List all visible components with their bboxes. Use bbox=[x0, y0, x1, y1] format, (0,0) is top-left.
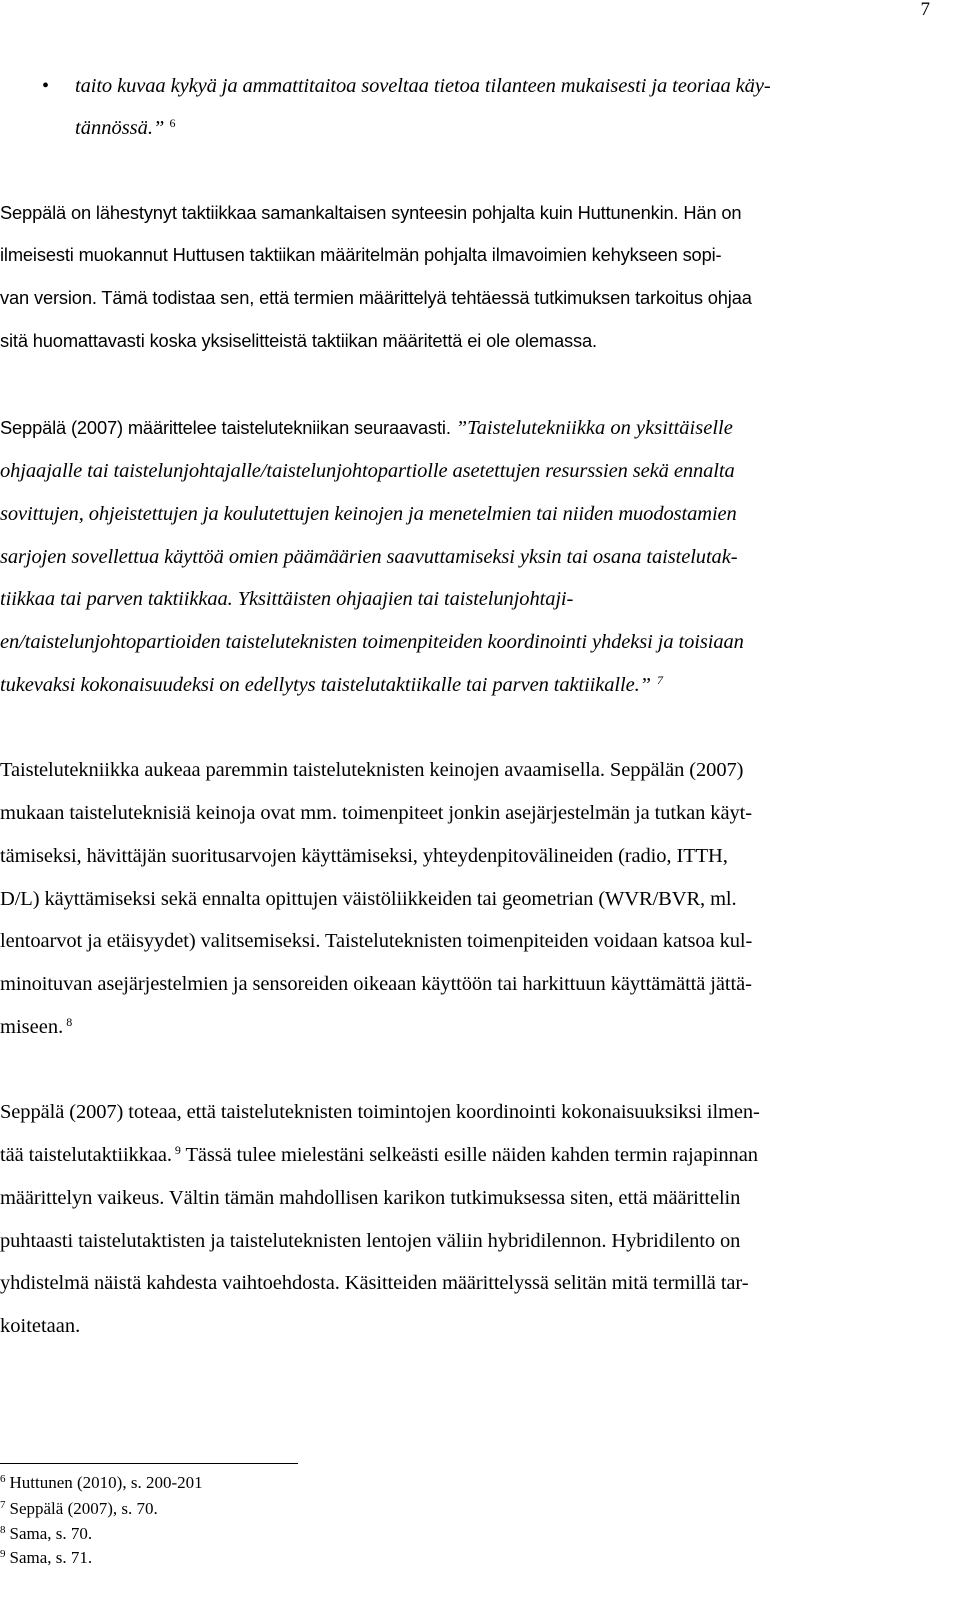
footnote-9-text: Sama, s. 71. bbox=[9, 1548, 93, 1567]
paragraph-2-intro: Seppälä (2007) määrittelee taistelutekniikan seuraavasti. bbox=[0, 417, 456, 438]
footnote-6 bbox=[0, 1474, 203, 1491]
footnote-6-num: 6 bbox=[0, 1473, 6, 1485]
footnote-8-text: Sama, s. 70. bbox=[9, 1524, 93, 1543]
bullet-line-1: taito kuvaa kykyä ja ammattitaitoa soveltaa tietoa tilanteen mukaisesti ja teoriaa käy- bbox=[75, 75, 771, 97]
footnote-7-text: Seppälä (2007), s. 70. bbox=[9, 1499, 158, 1518]
paragraph-2-line-7 bbox=[0, 675, 663, 696]
footnote-ref-7: 7 bbox=[656, 673, 663, 687]
footnote-9 bbox=[0, 1549, 92, 1566]
footnote-7-num: 7 bbox=[0, 1499, 6, 1511]
paragraph-1-line-1: Seppälä on lähestynyt taktiikkaa samankaltaisen synteesin pohjalta kuin Huttunenkin. Hän on bbox=[0, 202, 742, 223]
footnote-separator bbox=[0, 1463, 298, 1464]
paragraph-2-line-4: sarjojen sovellettua käyttöä omien päämäärien saavuttamiseksi yksin tai osana taistelutak- bbox=[0, 546, 738, 568]
paragraph-2-line-7-text: tukevaksi kokonaisuudeksi on edellytys taistelutaktiikalle tai parven taktiikalle.” bbox=[0, 674, 651, 696]
paragraph-2-line-1 bbox=[0, 418, 733, 439]
footnote-7 bbox=[0, 1500, 158, 1517]
paragraph-4-line-2a: tää taistelutaktiikkaa. bbox=[0, 1144, 172, 1166]
paragraph-4-line-4: puhtaasti taistelutaktisten ja taisteluteknisten lentojen väliin hybridilennon. Hybridilento on bbox=[0, 1230, 741, 1252]
footnote-8 bbox=[0, 1525, 92, 1542]
paragraph-1-line-2: ilmeisesti muokannut Huttusen taktiikan määritelmän pohjalta ilmavoimien kehykseen sopi- bbox=[0, 244, 722, 265]
bullet-line-2 bbox=[75, 118, 175, 139]
paragraph-2-line-6: en/taistelunjohtopartioiden taisteluteknisten toimenpiteiden koordinointi yhdeksi ja toisiaan bbox=[0, 631, 744, 653]
paragraph-2-quote-start: ”Taistelutekniikka on yksittäiselle bbox=[455, 417, 733, 439]
paragraph-2-line-3: sovittujen, ohjeistettujen ja koulutettujen keinojen ja menetelmien tai niiden muodostamien bbox=[0, 503, 737, 525]
footnote-8-num: 8 bbox=[0, 1524, 6, 1536]
paragraph-3-line-1: Taistelutekniikka aukeaa paremmin taisteluteknisten keinojen avaamisella. Seppälän (2007) bbox=[0, 759, 744, 781]
paragraph-1-line-4: sitä huomattavasti koska yksiselitteistä taktiikan määritettä ei ole olemassa. bbox=[0, 330, 597, 351]
paragraph-3-line-6: minoituvan asejärjestelmien ja sensoreiden oikeaan käyttöön tai harkittuun käyttämättä jättä- bbox=[0, 973, 752, 995]
paragraph-4-line-1: Seppälä (2007) toteaa, että taisteluteknisten toimintojen koordinointi kokonaisuuksiksi ilmen- bbox=[0, 1101, 760, 1123]
paragraph-2-line-5: tiikkaa tai parven taktiikkaa. Yksittäisten ohjaajien tai taistelunjohtaji- bbox=[0, 588, 574, 610]
footnote-ref-6: 6 bbox=[169, 116, 176, 130]
footnote-ref-8: 8 bbox=[66, 1015, 73, 1029]
bullet-marker: • bbox=[42, 75, 50, 97]
paragraph-3-line-4: D/L) käyttämiseksi sekä ennalta opittujen väistöliikkeiden tai geometrian (WVR/BVR, ml. bbox=[0, 888, 737, 910]
footnote-6-text: Huttunen (2010), s. 200-201 bbox=[9, 1473, 203, 1492]
page-number: 7 bbox=[920, 0, 930, 20]
paragraph-2-line-2: ohjaajalle tai taistelunjohtajalle/taistelunjohtopartiolle asetettujen resurssien sekä ennalta bbox=[0, 460, 735, 482]
paragraph-1-line-3: van version. Tämä todistaa sen, että termien määrittelyä tehtäessä tutkimuksen tarkoitus ohjaa bbox=[0, 287, 752, 308]
paragraph-4-line-2 bbox=[0, 1145, 758, 1166]
paragraph-3-line-3: tämiseksi, hävittäjän suoritusarvojen käyttämiseksi, yhteydenpitovälineiden (radio, ITTH, bbox=[0, 845, 728, 867]
paragraph-4-line-5: yhdistelmä näistä kahdesta vaihtoehdosta. Käsitteiden määrittelyssä selitän mitä termillä tar- bbox=[0, 1272, 749, 1294]
footnote-ref-9: 9 bbox=[174, 1143, 181, 1157]
footnote-9-num: 9 bbox=[0, 1548, 6, 1560]
paragraph-3-line-5: lentoarvot ja etäisyydet) valitsemiseksi. Taisteluteknisten toimenpiteiden voidaan katsoa kul- bbox=[0, 930, 753, 952]
paragraph-4-line-2b: Tässä tulee mielestäni selkeästi esille näiden kahden termin rajapinnan bbox=[180, 1144, 758, 1166]
paragraph-3-line-2: mukaan taisteluteknisiä keinoja ovat mm. toimenpiteet jonkin asejärjestelmän ja tutkan käyt- bbox=[0, 802, 752, 824]
paragraph-4-line-6: koitetaan. bbox=[0, 1315, 81, 1337]
paragraph-3-line-7 bbox=[0, 1017, 72, 1038]
paragraph-4-line-3: määrittelyn vaikeus. Vältin tämän mahdollisen karikon tutkimuksessa siten, että määrittelin bbox=[0, 1187, 741, 1209]
bullet-line-2-text: tännössä.” bbox=[75, 117, 165, 139]
paragraph-3-line-7-text: miseen. bbox=[0, 1016, 64, 1038]
